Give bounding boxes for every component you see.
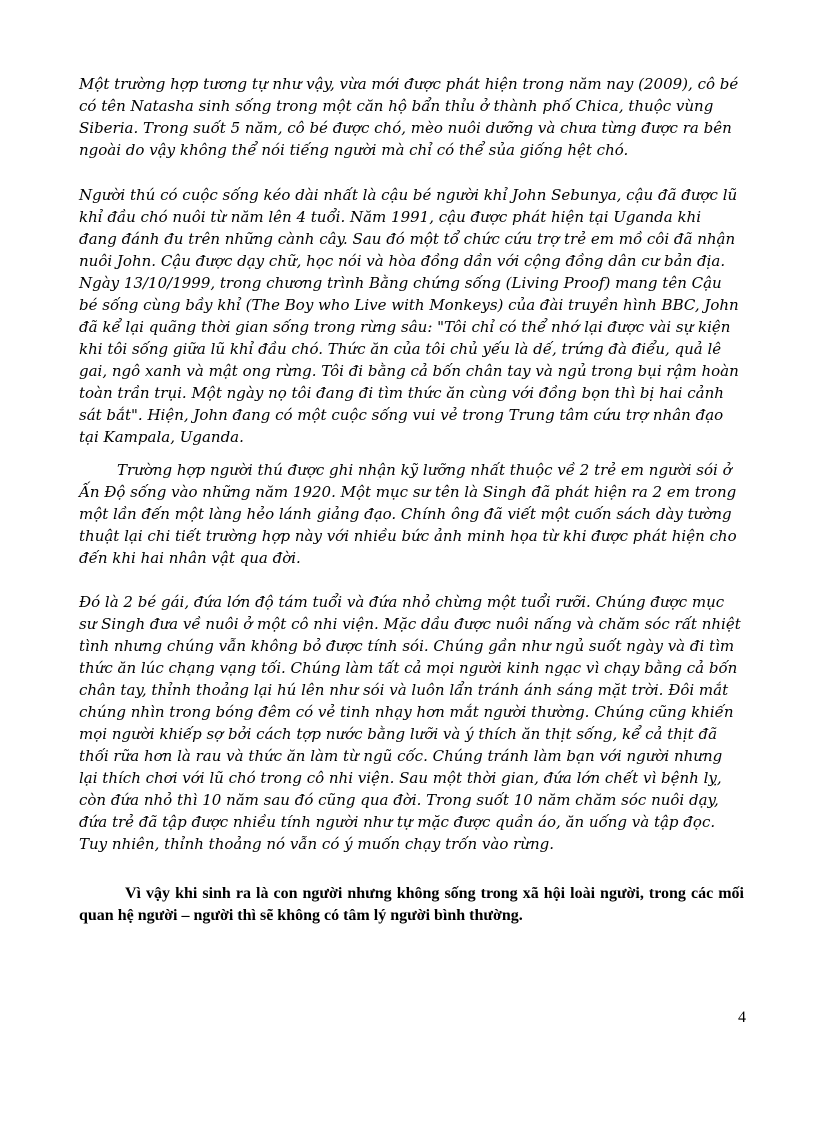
paragraph-wolf-children: Trường hợp người thú được ghi nhận kỹ lưỡng nhất thuộc về 2 trẻ em người sói ở Ấn Độ sống vào những năm 1920. Một mục sư tên là Singh đã phát hiện ra 2 em trong một lần đến một làng hẻo lánh giảng đạo. Chính ông đã viết một cuốn sách dày tường thuật lại chi tiết trường hợp này với nhiều bức ảnh minh họa từ khi được phát hiện cho đến khi hai nhân vật qua đời. (79, 461, 737, 567)
paragraph-natasha: Một trường hợp tương tự như vậy, vừa mới được phát hiện trong năm nay (2009), cô bé có tên Natasha sinh sống trong một căn hộ bẩn thỉu ở thành phố Chica, thuộc vùng Siberia. Trong suốt 5 năm, cô bé được chó, mèo nuôi dưỡng và chưa từng được ra bên ngoài do vậy không thể nói tiếng người mà chỉ có thể sủa giống hệt chó. (79, 75, 739, 159)
conclusion-paragraph: Vì vậy khi sinh ra là con người nhưng không sống trong xã hội loài người, trong các mối quan hệ người – người thì sẽ không có tâm lý người bình thường. (79, 885, 744, 924)
page-number: 4 (738, 1009, 746, 1026)
paragraph-john-sebunya: Người thú có cuộc sống kéo dài nhất là cậu bé người khỉ John Sebunya, cậu đã được lũ khỉ đầu chó nuôi từ năm lên 4 tuổi. Năm 1991, cậu được phát hiện tại Uganda khi đang đánh đu trên những cành cây. Sau đó một tổ chức cứu trợ trẻ em mồ côi đã nhận nuôi John. Cậu được dạy chữ, học nói và hòa đồng dần với cộng đồng dân cư bản địa. Ngày 13/10/1999, trong chương trình Bằng chứng sống (Living Proof) mang tên Cậu bé sống cùng bầy khỉ (The Boy who Live with Monkeys) của đài truyền hình BBC, John đã kể lại quãng thời gian sống trong rừng sâu: "Tôi chỉ có thể nhớ lại được vài sự kiện khi tôi sống giữa lũ khỉ đầu chó. Thức ăn của tôi chủ yếu là dế, trứng đà điểu, quả lê gai, ngô xanh và mật ong rừng. Tôi đi bằng cả bốn chân tay và ngủ trong bụi rậm hoàn toàn trần trụi. Một ngày nọ tôi đang đi tìm thức ăn cùng với đồng bọn thì bị hai cảnh sát bắt". Hiện, John đang có một cuộc sống vui vẻ trong Trung tâm cứu trợ nhân đạo tại Kampala, Uganda. (79, 186, 739, 446)
paragraph-wolf-girls-details: Đó là 2 bé gái, đứa lớn độ tám tuổi và đứa nhỏ chừng một tuổi rưỡi. Chúng được mục sư Singh đưa về nuôi ở một cô nhi viện. Mặc dầu được nuôi nấng và chăm sóc rất nhiệt tình nhưng chúng vẫn không bỏ được tính sói. Chúng gần như ngủ suốt ngày và đi tìm thức ăn lúc chạng vạng tối. Chúng làm tất cả mọi người kinh ngạc vì chạy bằng cả bốn chân tay, thỉnh thoảng lại hú lên như sói và luôn lẩn tránh ánh sáng mặt trời. Đôi mắt chúng nhìn trong bóng đêm có vẻ tinh nhạy hơn mắt người thường. Chúng cũng khiến mọi người khiếp sợ bởi cách tợp nước bằng lưỡi và ý thích ăn thịt sống, kể cả thịt đã thối rữa hơn là rau và thức ăn làm từ ngũ cốc. Chúng tránh làm bạn với người nhưng lại thích chơi với lũ chó trong cô nhi viện. Sau một thời gian, đứa lớn chết vì bệnh lỵ, còn đứa nhỏ thì 10 năm sau đó cũng qua đời. Trong suốt 10 năm chăm sóc nuôi dạy, đứa trẻ đã tập được nhiều tính người như tự mặc được quần áo, ăn uống và tập đọc. Tuy nhiên, thỉnh thoảng nó vẫn có ý muốn chạy trốn vào rừng. (79, 593, 741, 853)
